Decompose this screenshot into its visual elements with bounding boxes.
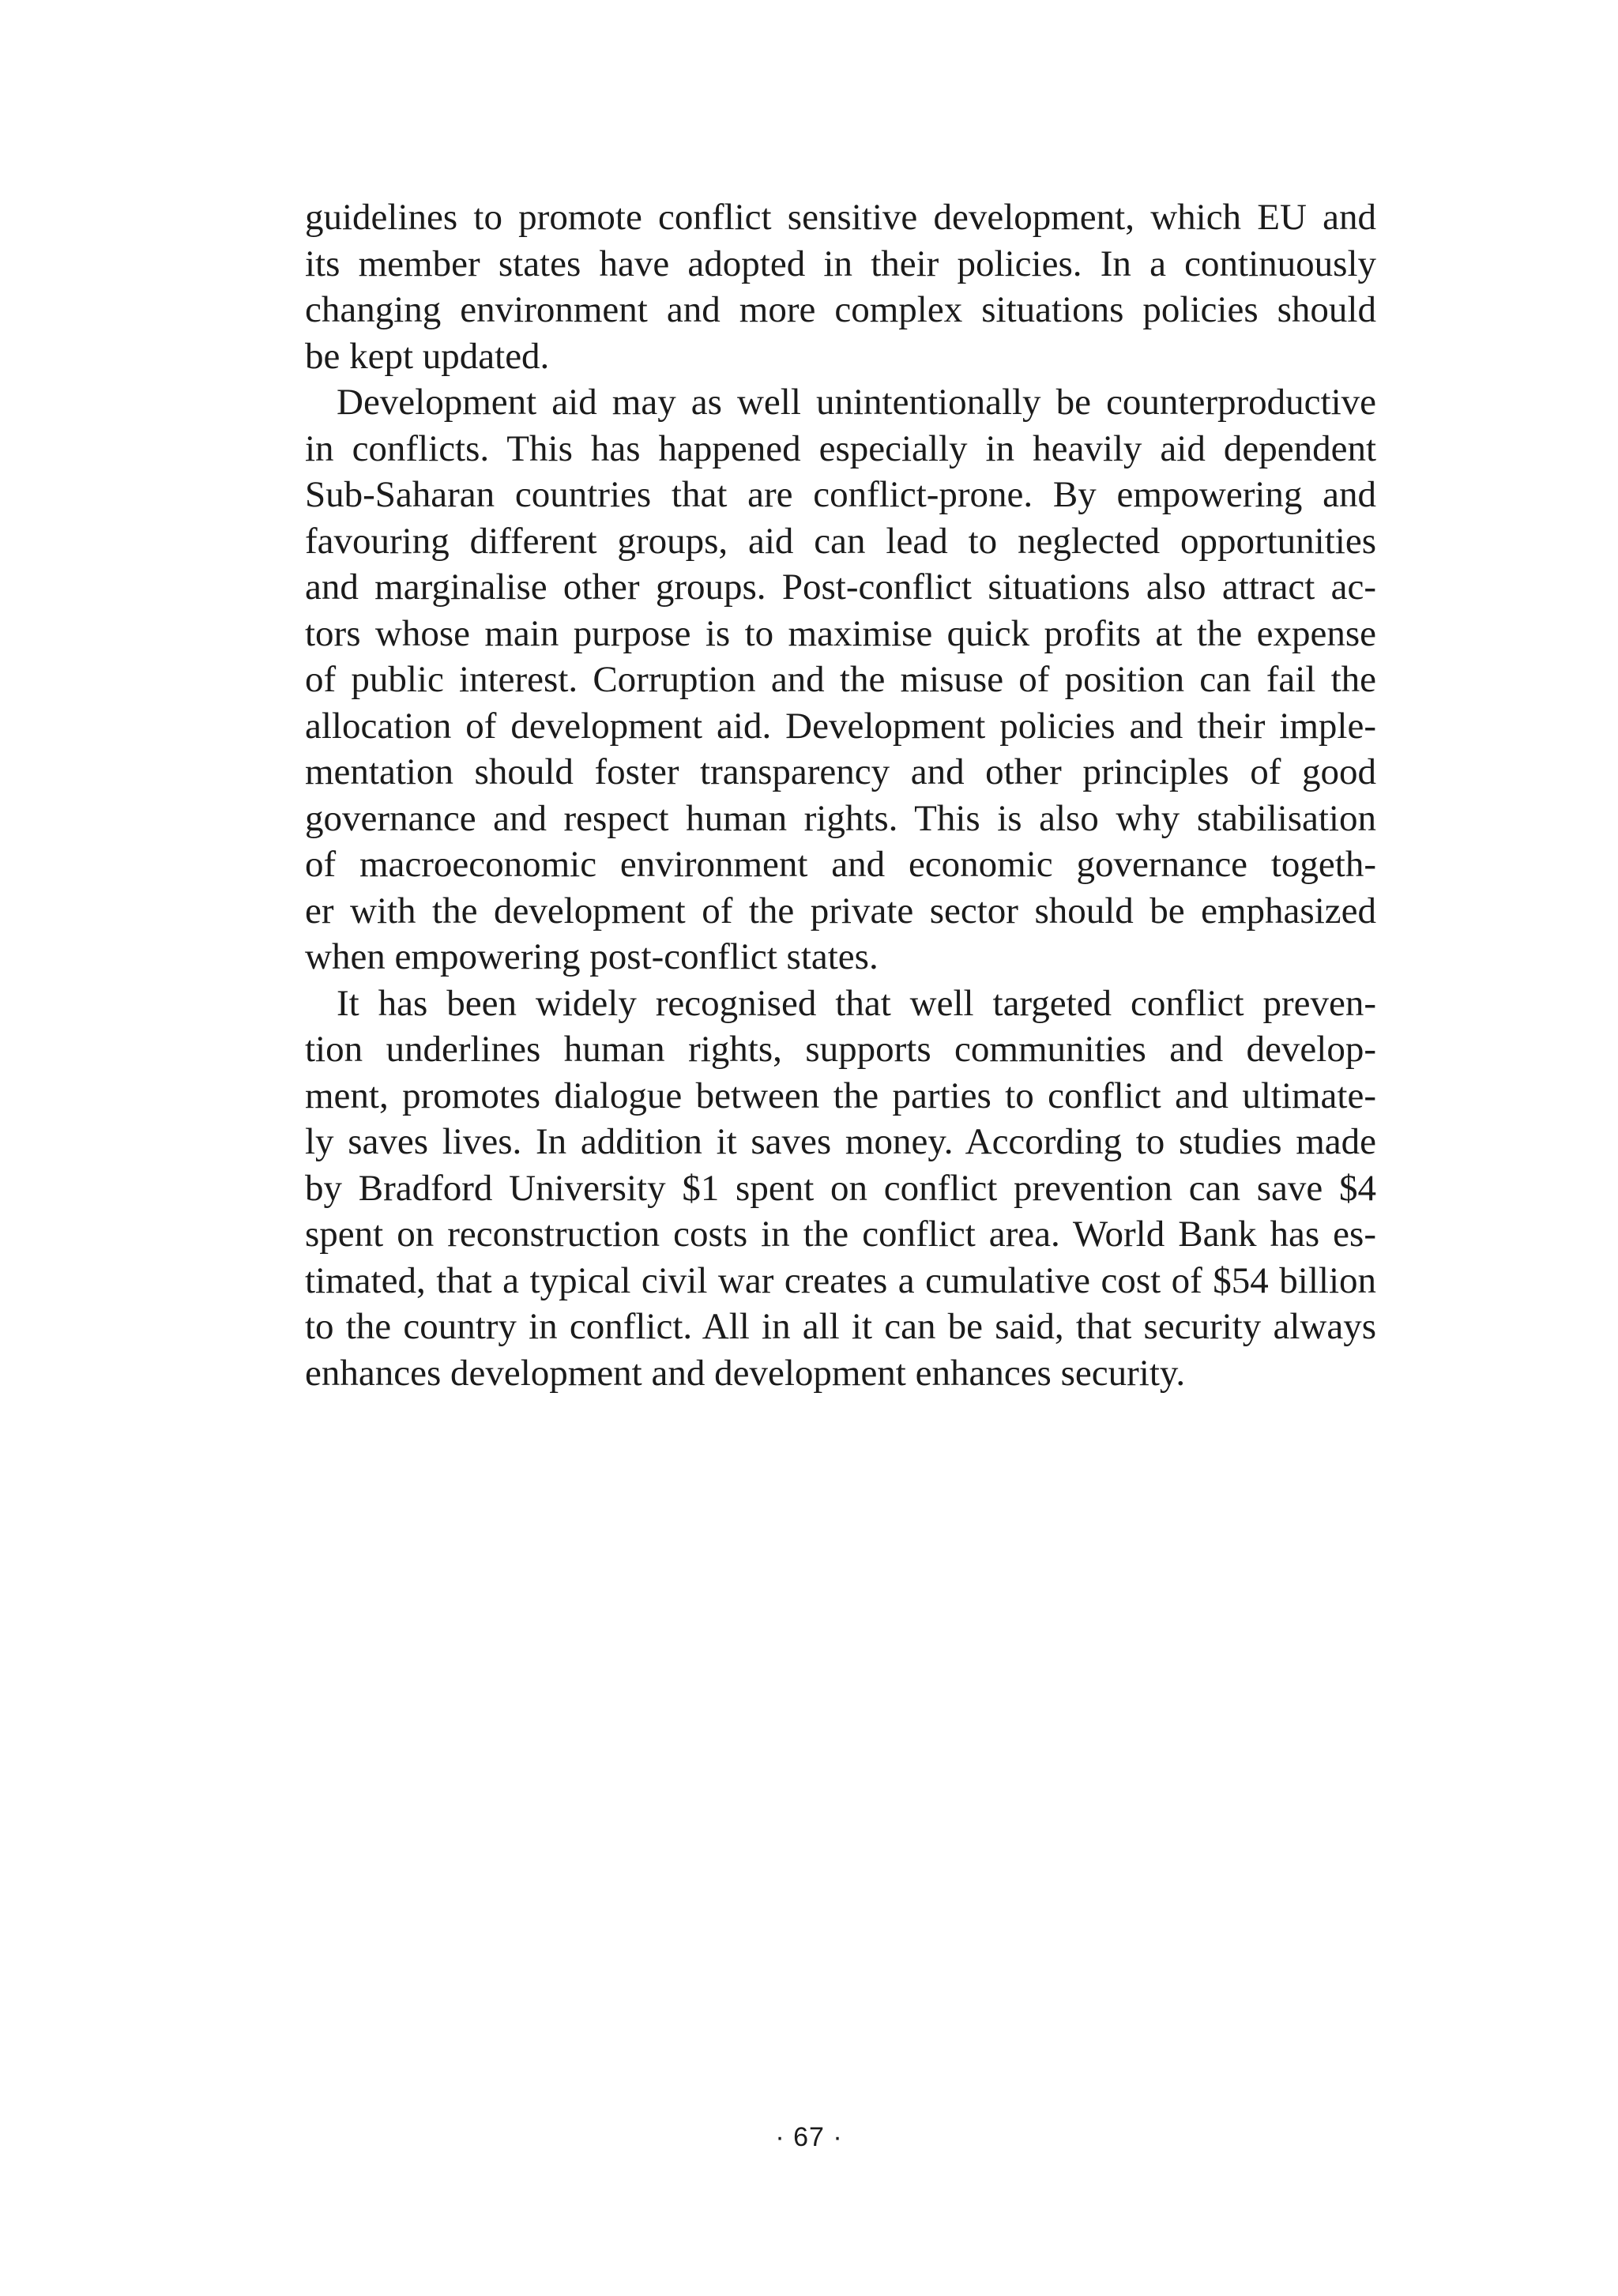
text-line: by Bradford University $1 spent on conflict prevention can save $4 <box>305 1167 1376 1209</box>
text-line: spent on reconstruction costs in the conflict area. World Bank has es- <box>305 1214 1376 1255</box>
text-line: of public interest. Corruption and the misuse of position can fail the <box>305 659 1376 700</box>
text-line: ly saves lives. In addition it saves money. According to studies made <box>305 1121 1376 1162</box>
text-line: It has been widely recognised that well targeted conflict preven- <box>337 982 1376 1024</box>
text-line: governance and respect human rights. This is also why stabilisation <box>305 797 1376 839</box>
text-line: Sub-Saharan countries that are conflict-prone. By empowering and <box>305 474 1376 515</box>
text-line: er with the development of the private sector should be emphasized <box>305 890 1376 932</box>
text-line: of macroeconomic environment and economic governance togeth- <box>305 844 1376 885</box>
text-line: changing environment and more complex situations policies should <box>305 289 1376 330</box>
text-line: mentation should foster transparency and other principles of good <box>305 751 1376 792</box>
text-line: allocation of development aid. Development policies and their imple- <box>305 705 1376 747</box>
text-line: ment, promotes dialogue between the parties to conflict and ultimate- <box>305 1075 1376 1116</box>
text-line: tors whose main purpose is to maximise quick profits at the expense <box>305 612 1376 654</box>
text-line: and marginalise other groups. Post-conflict situations also attract ac- <box>305 566 1376 608</box>
page-number: · 67 · <box>775 2122 843 2152</box>
text-line: be kept updated. <box>305 335 550 377</box>
paragraph-3 <box>305 981 1376 1397</box>
text-line: tion underlines human rights, supports communities and develop- <box>305 1029 1376 1070</box>
text-line: timated, that a typical civil war creates a cumulative cost of $54 billion <box>305 1259 1376 1301</box>
paragraph-1 <box>305 194 1376 379</box>
text-line: in conflicts. This has happened especially in heavily aid dependent <box>305 427 1376 469</box>
text-line: enhances development and development enhances security. <box>305 1352 1186 1394</box>
text-line: when empowering post-conflict states. <box>305 936 879 977</box>
text-line: its member states have adopted in their policies. In a continuously <box>305 243 1376 284</box>
text-line: favouring different groups, aid can lead to neglected opportunities <box>305 520 1376 562</box>
text-line: guidelines to promote conflict sensitive development, which EU and <box>305 197 1376 238</box>
paragraph-2 <box>305 379 1376 981</box>
body-text <box>305 194 1376 1396</box>
text-line: to the country in conflict. All in all it can be said, that security always <box>305 1306 1376 1347</box>
text-line: Development aid may as well unintentionally be counterproductive <box>337 382 1376 423</box>
